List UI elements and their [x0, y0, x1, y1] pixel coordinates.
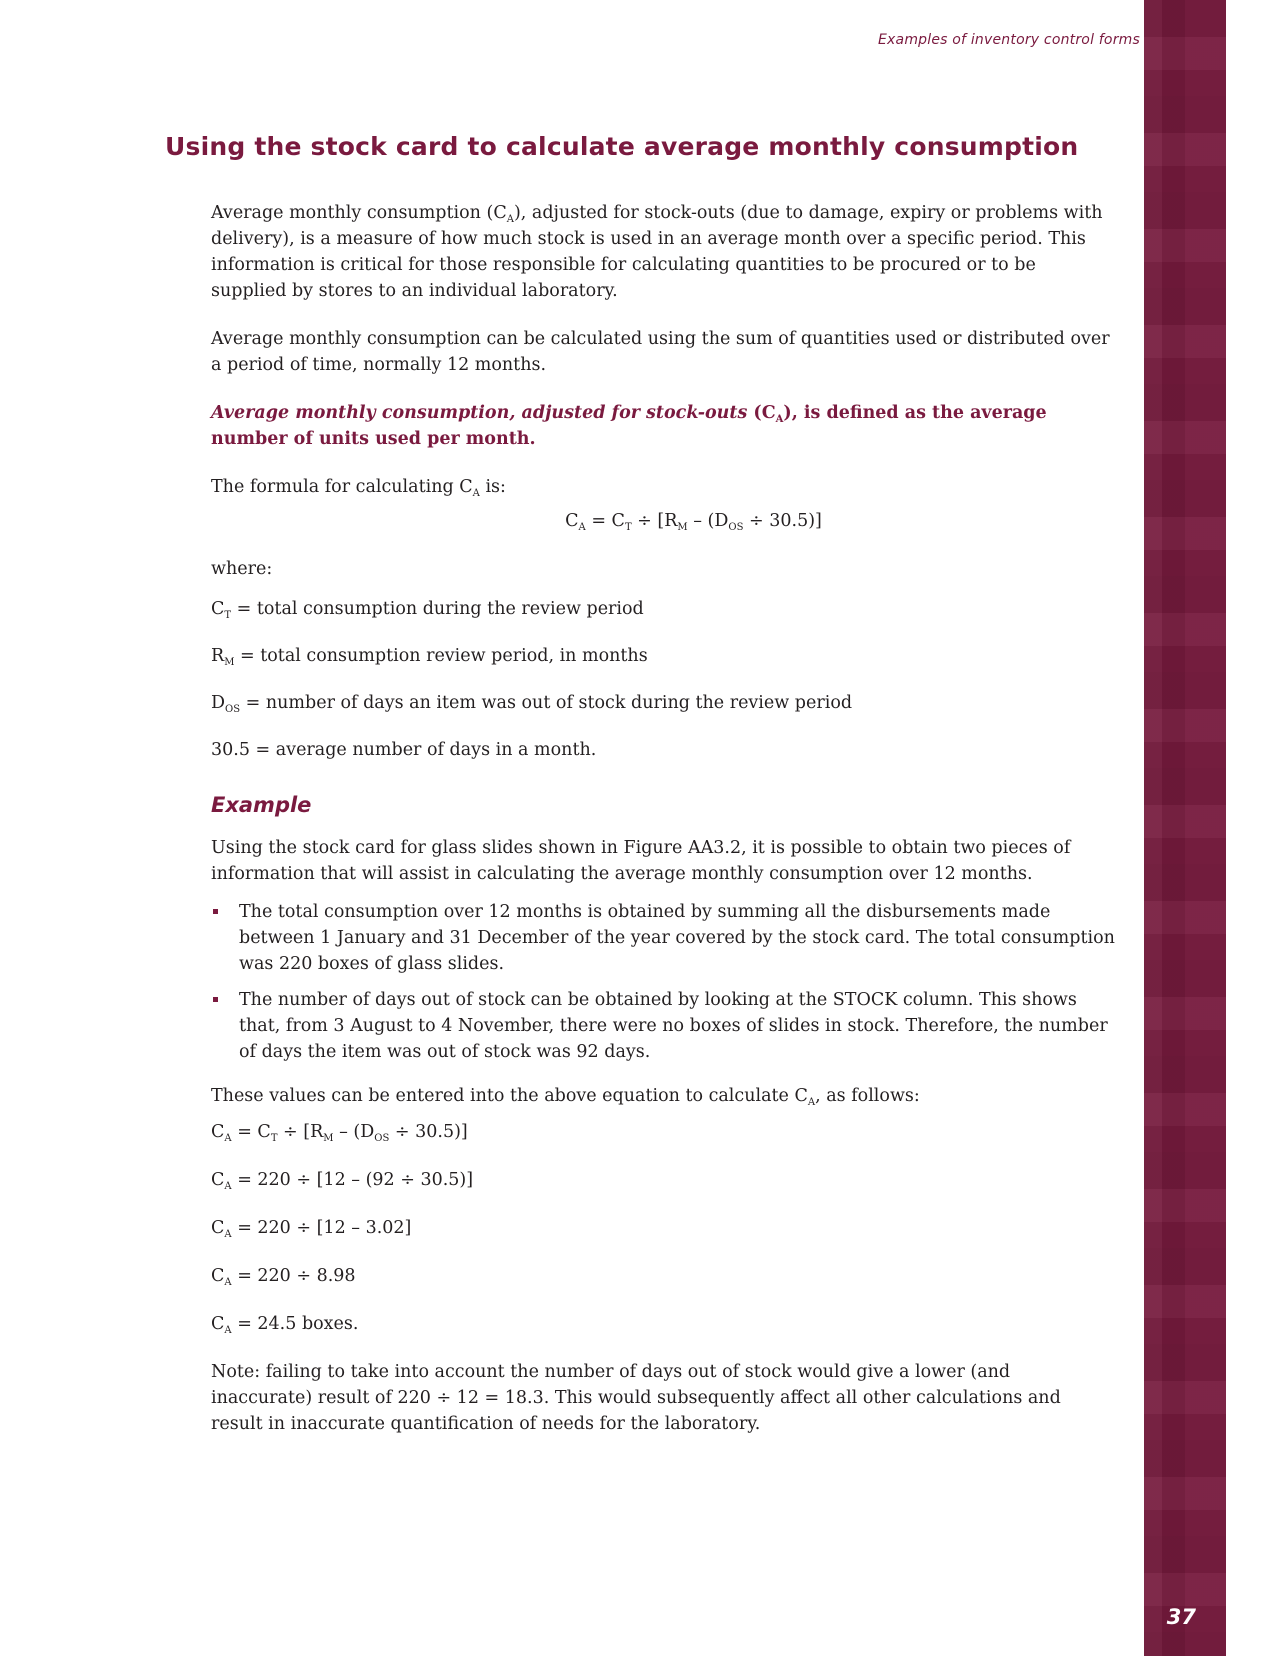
- note-paragraph: Note: failing to take into account the number of days out of stock would give a lower (and inaccurate) result of 220 ÷ 12 = 18.3. This would subsequently affect all other calculations and result in inaccurate quantification of needs for the laboratory.: [211, 1362, 1061, 1434]
- bullet-icon: [213, 997, 218, 1002]
- intro-paragraph-2: Average monthly consumption can be calculated using the sum of quantities used or distributed over a period of time, normally 12 months.: [211, 329, 1110, 375]
- definition-days: 30.5 = average number of days in a month.: [211, 740, 597, 760]
- bullet-icon: [213, 909, 218, 914]
- list-item: The total consumption over 12 months is obtained by summing all the disbursements made between 1 January and 31 December of the year covered by the stock card. The total consumption was 220 boxes of glass slides.: [211, 899, 1116, 977]
- definition-rm: $R_M$ = total consumption review period, in months: [211, 646, 648, 668]
- page-number: 37: [1166, 1605, 1196, 1629]
- formula: $C_A = C_T \div [R_M - (D_{OS} \div 30.5)]$: [565, 511, 822, 533]
- example-heading: Example: [211, 793, 312, 817]
- running-header: Examples of inventory control forms: [878, 32, 1140, 48]
- example-bullet-list: [211, 899, 1116, 1065]
- calculation-intro: These values can be entered into the above equation to calculate $C_A$, as follows:: [211, 1086, 920, 1108]
- intro-paragraph-1: Average monthly consumption $(C_A)$, adjusted for stock-outs (due to damage, expiry or problems with delivery), is a measure of how much stock is used in an average month over a specific period. This information is critical for those responsible for calculating quantities to be procured or to be supplied by stores to an individual laboratory.: [211, 203, 1103, 301]
- definition-statement: Average monthly consumption, adjusted for stock-outs $(C_A)$, is defined as the average number of units used per month.: [211, 403, 1047, 449]
- calculation-result: $C_A = 24.5$ boxes.: [211, 1314, 359, 1336]
- example-paragraph: Using the stock card for glass slides shown in Figure AA3.2, it is possible to obtain two pieces of information that will assist in calculating the average monthly consumption over 12 months.: [211, 838, 1071, 884]
- where-label: where:: [211, 559, 273, 579]
- formula-intro: The formula for calculating $C_A$ is:: [211, 477, 506, 499]
- definition-ct: $C_T$ = total consumption during the review period: [211, 599, 644, 621]
- calculation-line-formula: $C_A = C_T \div [R_M - (D_{OS} \div 30.5)]$: [211, 1122, 468, 1144]
- decorative-side-bar: [1144, 0, 1226, 1656]
- section-title: Using the stock card to calculate average monthly consumption: [165, 132, 1079, 161]
- definition-dos: $D_{OS}$ = number of days an item was out of stock during the review period: [211, 693, 853, 715]
- list-item: The number of days out of stock can be obtained by looking at the STOCK column. This shows that, from 3 August to 4 November, there were no boxes of slides in stock. Therefore, the number of days the item was out of stock was 92 days.: [211, 987, 1116, 1065]
- calculation-step: $C_A = 220 \div [12 - 3.02]$: [211, 1218, 412, 1240]
- calculation-step: $C_A = 220 \div [12 - (92 \div 30.5)]$: [211, 1170, 474, 1192]
- calculation-step: $C_A = 220 \div 8.98$: [211, 1266, 356, 1288]
- main-content: [211, 200, 1116, 1437]
